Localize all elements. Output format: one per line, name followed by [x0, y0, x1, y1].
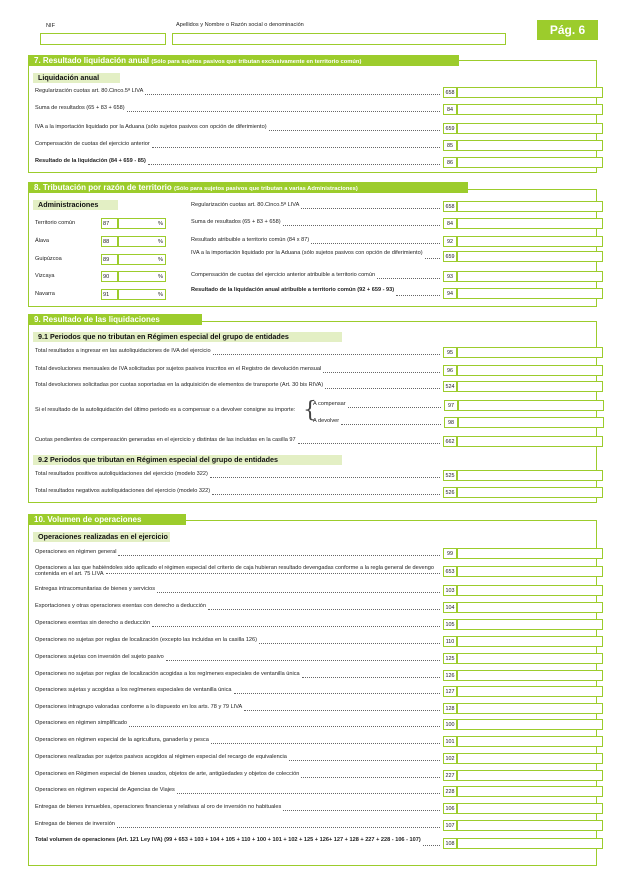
section-7-title: 7. Resultado liquidación anual (Sólo para sujetos pasivos que tributan exclusivamente en territorio común)	[28, 55, 459, 66]
row-label: Operaciones exentas sin derecho a deducción	[35, 620, 151, 626]
form-row	[35, 803, 590, 814]
box-code: 98	[444, 417, 458, 428]
territory-row	[35, 236, 167, 247]
form-row	[191, 251, 591, 262]
amount-field[interactable]	[457, 123, 603, 134]
row-label: Operaciones intragrupo valoradas conforme a lo dispuesto en los arts. 78 y 79 LIVA	[35, 704, 243, 710]
leader-dots	[341, 424, 441, 425]
box-code: 92	[443, 236, 457, 247]
form-row	[35, 770, 590, 781]
last-period-label: Si el resultado de la autoliquidación del último periodo es a compensar o a devolver consigne su importe:	[35, 407, 296, 413]
amount-field[interactable]	[457, 288, 603, 299]
amount-field[interactable]	[457, 140, 603, 151]
box-code: 103	[443, 585, 457, 596]
amount-field[interactable]	[457, 770, 603, 781]
form-row	[35, 653, 590, 664]
box-code: 93	[443, 271, 457, 282]
form-row	[35, 786, 590, 797]
section-10-subhead: Operaciones realizadas en el ejercicio	[33, 532, 170, 542]
amount-field[interactable]	[457, 251, 603, 262]
percent-field[interactable]: %	[118, 254, 166, 265]
amount-field[interactable]	[457, 365, 603, 376]
leader-dots	[177, 793, 440, 794]
form-row	[35, 636, 590, 647]
row-label: Operaciones sujetas con inversión del sujeto pasivo	[35, 654, 164, 660]
section-9-1-subhead: 9.1 Periodos que no tributan en Régimen especial del grupo de entidades	[33, 332, 342, 342]
box-code: 87	[101, 218, 118, 229]
leader-dots	[129, 726, 440, 727]
box-code: 105	[443, 619, 457, 630]
leader-dots	[259, 643, 440, 644]
box-code: 96	[443, 365, 457, 376]
form-row	[35, 670, 590, 681]
row-label: IVA a la importación liquidado por la Aduana (sólo sujetos pasivos con opción de diferimiento)	[191, 250, 423, 256]
row-label: Resultado atribuible a territorio común (84 x 87)	[191, 237, 310, 243]
leader-dots	[425, 258, 440, 259]
leader-dots	[377, 278, 440, 279]
amount-field[interactable]	[457, 636, 603, 647]
form-row	[35, 381, 590, 392]
box-code: 88	[101, 236, 118, 247]
form-row	[35, 87, 590, 98]
row-label: IVA a la importación liquidado por la Aduana (sólo sujetos pasivos con opción de diferimiento)	[35, 124, 267, 130]
box-code: 107	[443, 820, 457, 831]
box-code: 127	[443, 686, 457, 697]
row-label: Resultado de la liquidación anual atribuible a territorio común (92 + 659 - 93)	[191, 287, 395, 293]
percent-field[interactable]: %	[118, 218, 166, 229]
box-code: 659	[443, 123, 457, 134]
box-code: 128	[443, 703, 457, 714]
box-code: 125	[443, 653, 457, 664]
leader-dots	[283, 810, 440, 811]
box-code: 101	[443, 736, 457, 747]
form-row	[313, 417, 591, 428]
row-label: Suma de resultados (65 + 83 + 658)	[191, 219, 281, 225]
form-row	[35, 703, 590, 714]
amount-field[interactable]	[457, 347, 603, 358]
form-row	[35, 838, 590, 849]
row-label: Entregas intracomunitarias de bienes y servicios	[35, 586, 156, 592]
box-code: 100	[443, 719, 457, 730]
row-label: Operaciones en régimen especial de la agricultura, ganadería y pesca	[35, 737, 209, 743]
form-row	[191, 201, 591, 212]
box-code: 228	[443, 786, 457, 797]
amount-field[interactable]	[457, 753, 603, 764]
row-label: Cuotas pendientes de compensación generadas en el ejercicio y distintas de las incluidas en la casilla 97	[35, 437, 296, 443]
row-label: Operaciones no sujetas por reglas de localización acogidas a los regímenes especiales de ventanilla única	[35, 671, 300, 677]
row-label: Total resultados negativos autoliquidaciones del ejercicio (modelo 322)	[35, 488, 211, 494]
leader-dots	[311, 243, 440, 244]
box-code: 106	[443, 803, 457, 814]
amount-field[interactable]	[457, 104, 603, 115]
leader-dots	[298, 443, 440, 444]
amount-field[interactable]	[457, 218, 603, 229]
form-row	[35, 365, 590, 376]
box-code: 91	[101, 289, 118, 300]
box-code: 108	[443, 838, 457, 849]
row-label: Total resultados positivos autoliquidaciones del ejercicio (modelo 322)	[35, 471, 208, 477]
leader-dots	[423, 845, 440, 846]
form-row	[35, 487, 590, 498]
row-label: Total volumen de operaciones (Art. 121 Ley IVA) (99 + 653 + 103 + 104 + 105 + 110 + 100 + 101 + 102 + 125 + 126+ 127 + 128 + 227 + 228 - 106 - 107)	[35, 837, 421, 843]
leader-dots	[118, 555, 440, 556]
box-code: 659	[443, 251, 457, 262]
row-label: Operaciones en régimen simplificado	[35, 720, 128, 726]
box-code: 104	[443, 602, 457, 613]
box-code: 94	[443, 288, 457, 299]
leader-dots	[323, 372, 440, 373]
leader-dots	[269, 130, 440, 131]
leader-dots	[348, 407, 441, 408]
amount-field[interactable]	[457, 548, 603, 559]
box-code: 102	[443, 753, 457, 764]
form-row	[35, 436, 590, 447]
section-9-title: 9. Resultado de las liquidaciones	[28, 314, 202, 325]
row-label: Regularización cuotas art. 80.Cinco.5ª LIVA	[191, 202, 300, 208]
form-row	[35, 753, 590, 764]
leader-dots	[234, 693, 440, 694]
amount-field[interactable]	[457, 470, 603, 481]
territory-label: Vizcaya	[35, 273, 55, 279]
territory-row	[35, 254, 167, 265]
nif-input[interactable]	[40, 33, 166, 45]
amount-field[interactable]	[457, 381, 603, 392]
form-row	[313, 400, 591, 411]
amount-field[interactable]	[457, 585, 603, 596]
box-code: 97	[444, 400, 458, 411]
form-row	[35, 566, 590, 577]
box-code: 126	[443, 670, 457, 681]
leader-dots	[106, 573, 440, 574]
territory-label: Guipúzcoa	[35, 256, 62, 262]
box-code: 658	[443, 201, 457, 212]
leader-dots	[152, 147, 440, 148]
amount-field[interactable]	[457, 820, 603, 831]
percent-field[interactable]: %	[118, 236, 166, 247]
section-8-subhead: Administraciones	[33, 200, 118, 210]
form-row	[35, 548, 590, 559]
form-row	[35, 736, 590, 747]
leader-dots	[325, 388, 440, 389]
row-label: Operaciones sujetas y acogidas a los regímenes especiales de ventanilla única	[35, 687, 232, 693]
row-label: Operaciones en régimen general	[35, 549, 117, 555]
row-label: Compensación de cuotas del ejercicio anterior	[35, 141, 150, 147]
row-label: Compensación de cuotas del ejercicio anterior atribuible a territorio común	[191, 272, 376, 278]
box-code: 662	[443, 436, 457, 447]
row-label: Suma de resultados (65 + 83 + 658)	[35, 105, 125, 111]
box-code: 526	[443, 487, 457, 498]
row-label: Total devoluciones solicitadas por cuotas soportadas en la adquisición de elementos de transporte (Art. 30 bis RIVA)	[35, 382, 324, 388]
amount-field[interactable]	[457, 838, 603, 849]
box-code: 99	[443, 548, 457, 559]
row-label: Exportaciones y otras operaciones exentas con derecho a deducción	[35, 603, 207, 609]
amount-field[interactable]	[457, 87, 603, 98]
form-row	[35, 619, 590, 630]
row-label: Operaciones en régimen especial de Agencias de Viajes	[35, 787, 175, 793]
leader-dots	[289, 760, 440, 761]
amount-field[interactable]	[457, 271, 603, 282]
section-9-2-subhead: 9.2 Periodos que tributan en Régimen especial del grupo de entidades	[33, 455, 342, 465]
territory-label: Navarra	[35, 291, 55, 297]
row-label: A devolver	[313, 418, 340, 424]
territory-row	[35, 218, 167, 229]
form-row	[35, 157, 590, 168]
form-row	[191, 236, 591, 247]
amount-field[interactable]	[457, 703, 603, 714]
leader-dots	[208, 609, 440, 610]
page-number: Pág. 6	[537, 20, 598, 40]
amount-field[interactable]	[457, 487, 603, 498]
nif-label: NIF	[46, 23, 56, 29]
territory-label: Territorio común	[35, 220, 76, 226]
row-label: Total devoluciones mensuales de IVA solicitadas por sujetos pasivos inscritos en el Registro de devolución mensual	[35, 366, 322, 372]
section-7-subhead: Liquidación anual	[33, 73, 120, 83]
leader-dots	[148, 164, 440, 165]
box-code: 90	[101, 271, 118, 282]
amount-field[interactable]	[457, 201, 603, 212]
form-row	[191, 218, 591, 229]
box-code: 525	[443, 470, 457, 481]
leader-dots	[212, 494, 440, 495]
leader-dots	[301, 208, 440, 209]
amount-field[interactable]	[457, 670, 603, 681]
box-code: 84	[443, 218, 457, 229]
form-row	[35, 347, 590, 358]
row-label: Operaciones realizadas por sujetos pasivos acogidos al régimen especial del recargo de equivalencia	[35, 754, 287, 760]
amount-field[interactable]	[457, 803, 603, 814]
brace-icon: {	[303, 398, 317, 423]
amount-field[interactable]	[457, 686, 603, 697]
row-label: Operaciones no sujetas por reglas de localización (excepto las incluidas en la casilla 126)	[35, 637, 258, 643]
form-row	[35, 585, 590, 596]
name-input[interactable]	[172, 33, 506, 45]
leader-dots	[211, 743, 440, 744]
amount-field[interactable]	[457, 653, 603, 664]
leader-dots	[145, 94, 440, 95]
row-label: Entregas de bienes de inversión	[35, 821, 115, 827]
leader-dots	[127, 111, 440, 112]
row-label: Regularización cuotas art. 80.Cinco.5ª LIVA	[35, 88, 144, 94]
box-code: 524	[443, 381, 457, 392]
leader-dots	[152, 626, 440, 627]
name-label: Apellidos y Nombre o Razón social o denominación	[176, 22, 304, 28]
box-code: 85	[443, 140, 457, 151]
box-code: 110	[443, 636, 457, 647]
row-label: Operaciones en Régimen especial de bienes usados, objetos de arte, antigüedades y objetos de colección	[35, 771, 300, 777]
form-row	[35, 123, 590, 134]
percent-field[interactable]: %	[118, 289, 166, 300]
row-label: Entregas de bienes inmuebles, operaciones financieras y relativas al oro de inversión no habituales	[35, 804, 282, 810]
form-row	[191, 288, 591, 299]
amount-field[interactable]	[458, 417, 604, 428]
form-row	[35, 140, 590, 151]
leader-dots	[213, 354, 440, 355]
form-row	[35, 602, 590, 613]
amount-field[interactable]	[457, 619, 603, 630]
amount-field[interactable]	[457, 157, 603, 168]
row-label: Operaciones a las que habiéndoles sido aplicado el régimen especial del criterio de caja hubieran resultado devengadas conforme a la regla general de devengo contenida en el art. 75 LIVA	[35, 565, 434, 577]
form-row	[191, 271, 591, 282]
amount-field[interactable]	[457, 236, 603, 247]
leader-dots	[166, 660, 440, 661]
leader-dots	[210, 477, 440, 478]
territory-row	[35, 289, 167, 300]
territory-row	[35, 271, 167, 282]
form-row	[35, 719, 590, 730]
amount-field[interactable]	[457, 602, 603, 613]
box-code: 653	[443, 566, 457, 577]
amount-field[interactable]	[457, 566, 603, 577]
leader-dots	[283, 225, 440, 226]
amount-field[interactable]	[457, 719, 603, 730]
territory-label: Álava	[35, 238, 49, 244]
percent-field[interactable]: %	[118, 271, 166, 282]
box-code: 84	[443, 104, 457, 115]
amount-field[interactable]	[457, 736, 603, 747]
row-label: A compensar	[313, 401, 346, 407]
box-code: 89	[101, 254, 118, 265]
box-code: 658	[443, 87, 457, 98]
box-code: 86	[443, 157, 457, 168]
box-code: 227	[443, 770, 457, 781]
amount-field[interactable]	[458, 400, 604, 411]
row-label: Total resultados a ingresar en las autoliquidaciones de IVA del ejercicio	[35, 348, 211, 354]
form-row	[35, 470, 590, 481]
leader-dots	[301, 777, 440, 778]
section-8-title: 8. Tributación por razón de territorio (Sólo para sujetos pasivos que tributan a varias Administraciones)	[28, 182, 468, 193]
row-label: Resultado de la liquidación (84 + 659 - 85)	[35, 158, 146, 164]
form-row	[35, 820, 590, 831]
leader-dots	[396, 295, 440, 296]
leader-dots	[244, 710, 440, 711]
form-row	[35, 686, 590, 697]
amount-field[interactable]	[457, 436, 603, 447]
leader-dots	[117, 827, 440, 828]
box-code: 95	[443, 347, 457, 358]
leader-dots	[302, 677, 440, 678]
section-10-title: 10. Volumen de operaciones	[28, 514, 186, 525]
amount-field[interactable]	[457, 786, 603, 797]
leader-dots	[157, 592, 440, 593]
form-row	[35, 104, 590, 115]
